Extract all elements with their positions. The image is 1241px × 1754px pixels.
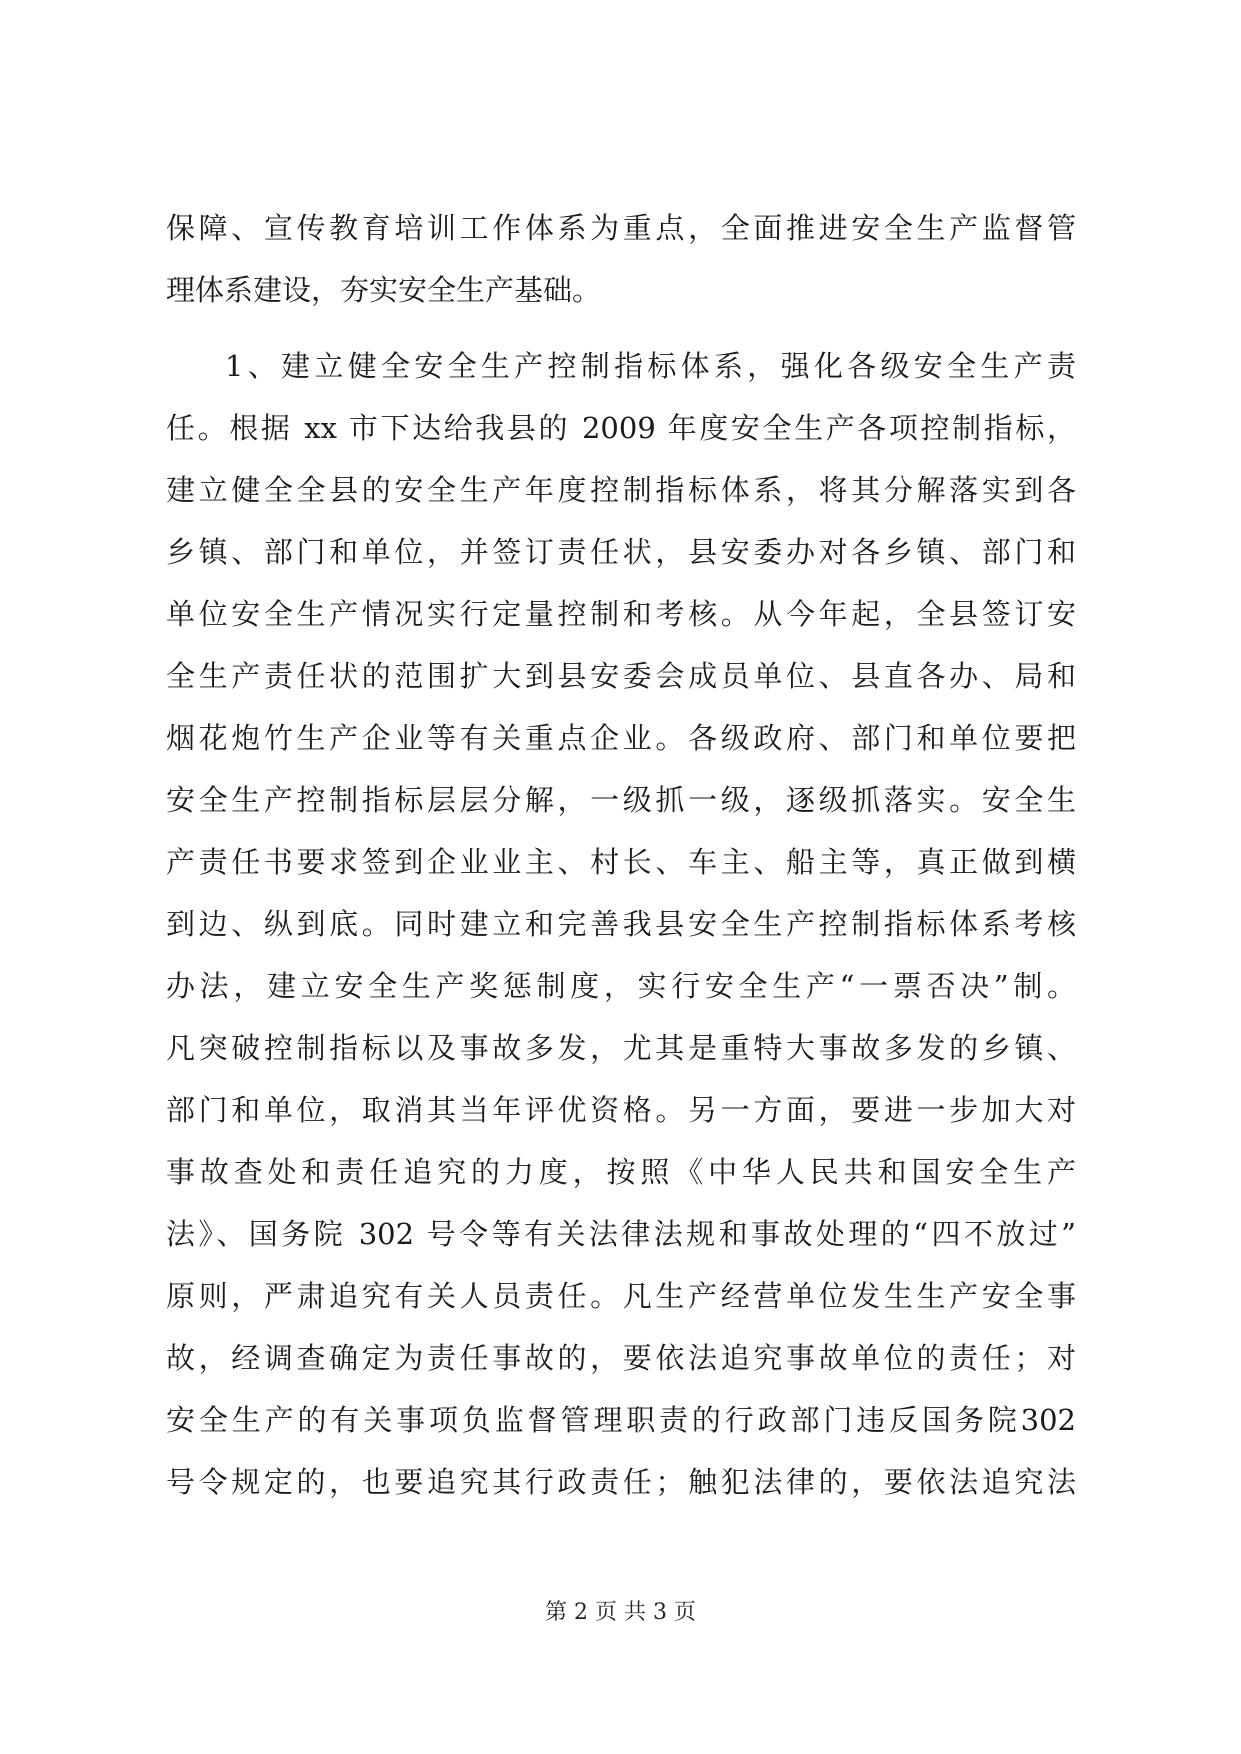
text-line-9: 烟花炮竹生产企业等有关重点企业。各级政府、部门和单位要把 [166, 721, 1076, 755]
text-line-2: 理体系建设，夯实安全生产基础。 [166, 273, 602, 307]
text-line-17: 法》、国务院 302 号令等有关法律法规和事故处理的“四不放过” [166, 1217, 1076, 1251]
text-line-10: 安全生产控制指标层层分解，一级抓一级，逐级抓落实。安全生 [166, 783, 1076, 817]
text-line-12: 到边、纵到底。同时建立和完善我县安全生产控制指标体系考核 [166, 907, 1076, 941]
text-line-11: 产责任书要求签到企业业主、村长、车主、船主等，真正做到横 [166, 845, 1076, 879]
page-number-footer: 第 2 页 共 3 页 [545, 1600, 696, 1625]
text-line-20: 安全生产的有关事项负监督管理职责的行政部门违反国务院302 [166, 1403, 1076, 1437]
text-line-6: 乡镇、部门和单位，并签订责任状，县安委办对各乡镇、部门和 [166, 535, 1076, 569]
text-line-14: 凡突破控制指标以及事故多发，尤其是重特大事故多发的乡镇、 [166, 1031, 1076, 1065]
text-line-4: 任。根据 xx 市下达给我县的 2009 年度安全生产各项控制指标， [166, 411, 1076, 445]
text-line-18: 原则，严肃追究有关人员责任。凡生产经营单位发生生产安全事 [166, 1279, 1076, 1313]
text-line-13: 办法，建立安全生产奖惩制度，实行安全生产“一票否决”制。 [166, 969, 1076, 1003]
text-line-8: 全生产责任状的范围扩大到县安委会成员单位、县直各办、局和 [166, 659, 1076, 693]
text-line-16: 事故查处和责任追究的力度，按照《中华人民共和国安全生产 [166, 1155, 1076, 1189]
text-line-3: 1、建立健全安全生产控制指标体系，强化各级安全生产责 [225, 349, 1076, 383]
text-line-5: 建立健全全县的安全生产年度控制指标体系，将其分解落实到各 [166, 473, 1076, 507]
text-line-21: 号令规定的，也要追究其行政责任；触犯法律的，要依法追究法 [166, 1465, 1076, 1499]
text-line-19: 故，经调查确定为责任事故的，要依法追究事故单位的责任；对 [166, 1341, 1076, 1375]
text-line-7: 单位安全生产情况实行定量控制和考核。从今年起，全县签订安 [166, 597, 1076, 631]
text-line-1: 保障、宣传教育培训工作体系为重点，全面推进安全生产监督管 [166, 211, 1076, 245]
text-line-15: 部门和单位，取消其当年评优资格。另一方面，要进一步加大对 [166, 1093, 1076, 1127]
